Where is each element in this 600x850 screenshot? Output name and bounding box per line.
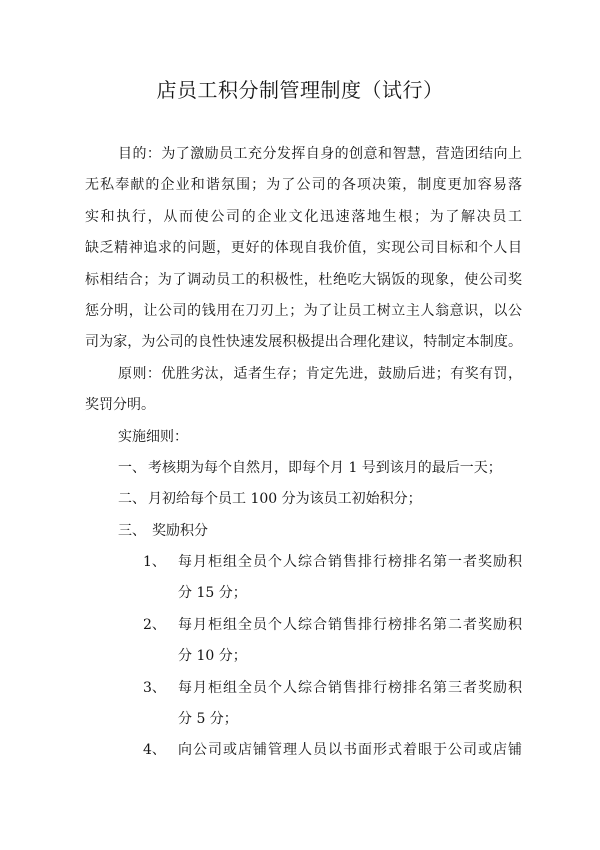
purpose-line: 缺乏精神追求的问题，更好的体现自我价值，实现公司目标和个人目 — [85, 240, 522, 257]
rule-item-number: 二、 — [118, 491, 146, 508]
reward-subitem-text: 分 10 分； — [178, 648, 247, 665]
reward-subitem — [85, 735, 522, 766]
rule-item — [85, 484, 522, 515]
reward-subitem-text: 分 5 分； — [178, 711, 238, 728]
rule-item-number: 三、 — [118, 522, 146, 539]
reward-subitem-number: 4、 — [143, 742, 166, 759]
principle-line: 奖罚分明。 — [85, 397, 155, 414]
principle-paragraph — [85, 359, 522, 422]
purpose-line: 惩分明，让公司的钱用在刀刃上；为了让员工树立主人翁意识，以公 — [85, 302, 522, 319]
reward-subitem-text: 每月柜组全员个人综合销售排行榜排名第三者奖励积 — [178, 679, 522, 696]
rule-item-text: 奖励积分 — [152, 522, 208, 539]
purpose-paragraph — [85, 139, 522, 359]
rule-item-text: 月初给每个员工 100 分为该员工初始积分； — [148, 491, 422, 508]
reward-subitem — [85, 673, 522, 736]
document-body — [85, 139, 522, 767]
rule-item — [85, 516, 522, 547]
reward-subitem-text: 每月柜组全员个人综合销售排行榜排名第二者奖励积 — [178, 616, 522, 633]
reward-subitem-number: 2、 — [143, 616, 166, 633]
rule-item-number: 一、 — [118, 459, 146, 476]
reward-subitem — [85, 547, 522, 610]
reward-subitem-text: 每月柜组全员个人综合销售排行榜排名第一者奖励积 — [178, 554, 522, 571]
rule-item-text: 考核期为每个自然月，即每个月 1 号到该月的最后一天； — [148, 459, 502, 476]
rule-item — [85, 453, 522, 484]
purpose-line: 无私奉献的企业和谐氛围；为了公司的各项决策，制度更加容易落 — [85, 177, 522, 194]
purpose-line: 目的：为了激励员工充分发挥自身的创意和智慧，营造团结向上 — [118, 146, 522, 162]
principle-line: 原则：优胜劣汰，适者生存；肯定先进，鼓励后进；有奖有罚， — [118, 365, 522, 382]
reward-subitem-number: 1、 — [143, 554, 166, 571]
reward-subitem-text: 向公司或店铺管理人员以书面形式着眼于公司或店铺 — [178, 742, 522, 759]
reward-subitem-text: 分 15 分； — [178, 585, 247, 602]
purpose-line: 标相结合；为了调动员工的积极性，杜绝吃大锅饭的现象，使公司奖 — [85, 271, 522, 288]
reward-subitem-number: 3、 — [143, 679, 166, 696]
purpose-line: 司为家，为公司的良性快速发展积极提出合理化建议，特制定本制度。 — [85, 334, 522, 351]
document-title: 店员工积分制管理制度（试行） — [156, 78, 444, 102]
implementation-heading: 实施细则： — [118, 428, 188, 445]
reward-subitem — [85, 610, 522, 673]
purpose-line: 实和执行，从而使公司的企业文化迅速落地生根；为了解决员工 — [85, 208, 522, 225]
